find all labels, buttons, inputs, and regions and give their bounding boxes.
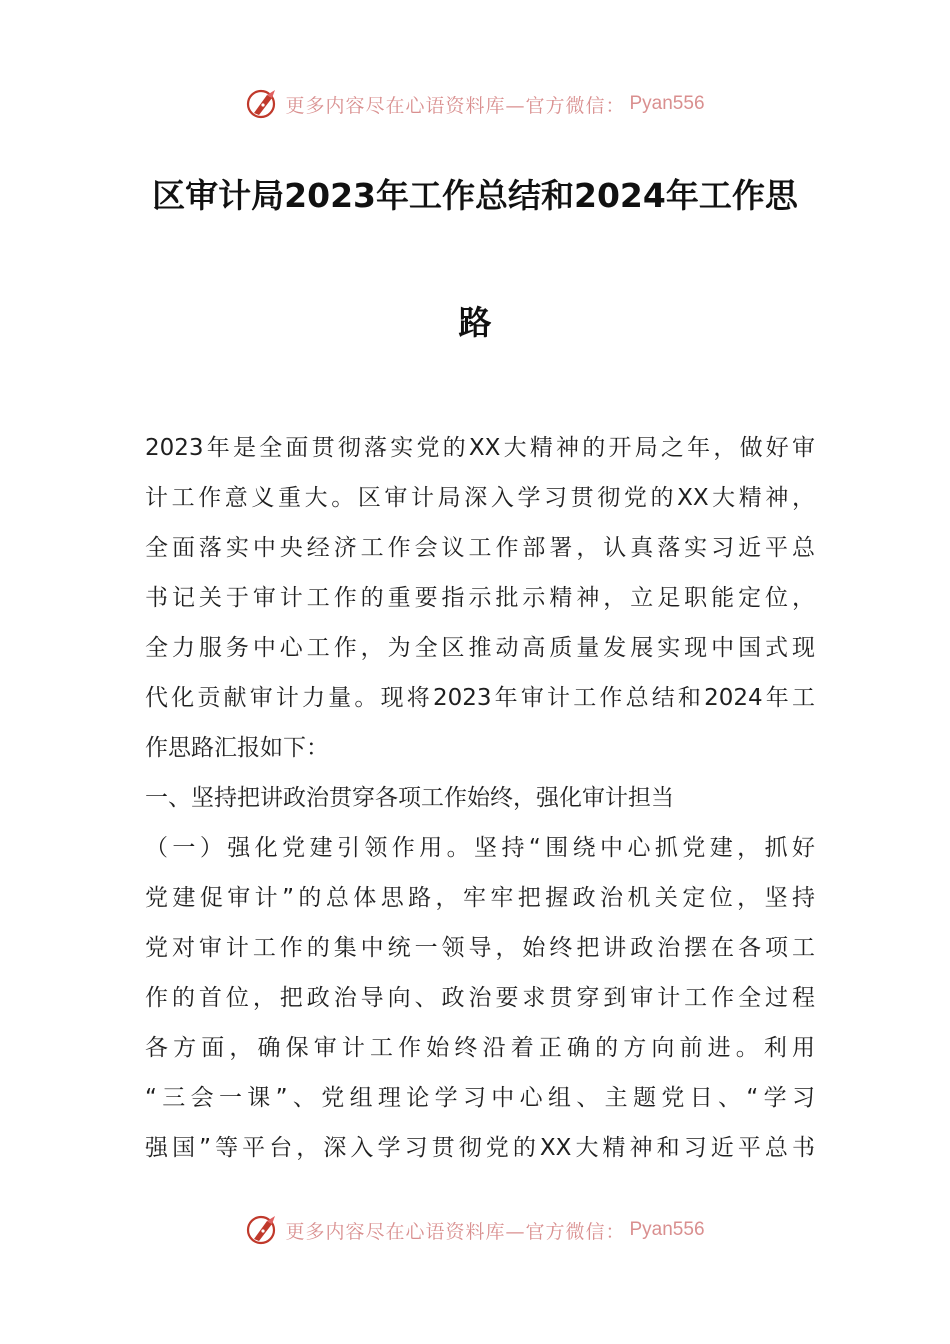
document-title-line-2: 路 — [458, 303, 492, 342]
body-line: 代化贡献审计力量。现将2023年审计工作总结和2024年工 — [145, 685, 815, 711]
pen-nib-logo-icon — [245, 86, 281, 122]
body-line: 作的首位，把政治导向、政治要求贯穿到审计工作全过程 — [145, 985, 815, 1011]
document-body — [145, 428, 815, 1178]
body-line: 党建促审计”的总体思路，牢牢把握政治机关定位，坚持 — [145, 885, 815, 911]
body-line: 党对审计工作的集中统一领导，始终把讲政治摆在各项工 — [145, 935, 815, 961]
body-line: 强国”等平台，深入学习贯彻党的XX大精神和习近平总书 — [145, 1135, 815, 1161]
watermark-text: 更多内容尽在心语资料库—官方微信： — [285, 94, 626, 117]
body-line: 全力服务中心工作，为全区推动高质量发展实现中国式现 — [145, 635, 815, 661]
body-line: 全面落实中央经济工作会议工作部署，认真落实习近平总 — [145, 535, 815, 561]
watermark-wechat-id: Pyan556 — [629, 1219, 705, 1240]
pen-nib-logo-icon — [245, 1212, 281, 1248]
body-line: 2023年是全面贯彻落实党的XX大精神的开局之年，做好审 — [145, 435, 815, 461]
body-line: 书记关于审计工作的重要指示批示精神，立足职能定位， — [145, 585, 815, 611]
body-line: （一）强化党建引领作用。坚持“围绕中心抓党建，抓好 — [145, 835, 815, 861]
body-line: 计工作意义重大。区审计局深入学习贯彻党的XX大精神， — [145, 485, 815, 511]
document-title-line-1: 区审计局2023年工作总结和2024年工作思 — [152, 176, 798, 215]
body-line: 各方面，确保审计工作始终沿着正确的方向前进。利用 — [145, 1035, 815, 1061]
section-heading: 一、坚持把讲政治贯穿各项工作始终，强化审计担当 — [145, 785, 674, 811]
watermark-banner-bottom — [0, 1210, 950, 1250]
watermark-wechat-id: Pyan556 — [629, 93, 705, 114]
watermark-banner-top — [0, 84, 950, 124]
body-line: “三会一课”、党组理论学习中心组、主题党日、“学习 — [145, 1085, 815, 1111]
body-line: 作思路汇报如下： — [145, 735, 329, 761]
watermark-text: 更多内容尽在心语资料库—官方微信： — [285, 1220, 626, 1243]
